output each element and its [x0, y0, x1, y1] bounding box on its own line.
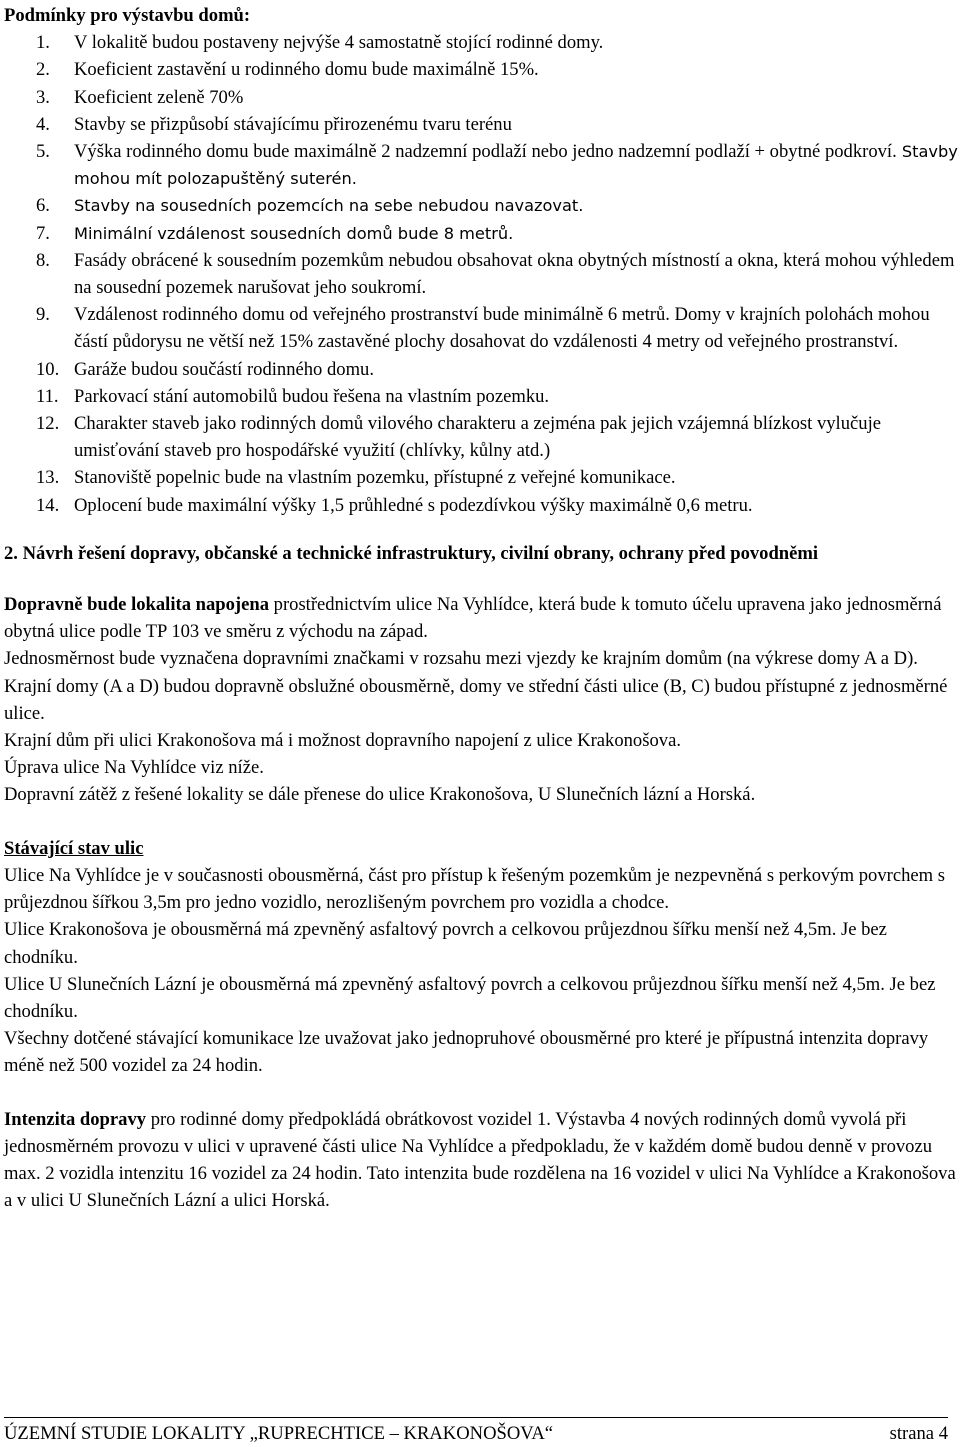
- list-item: [4, 247, 958, 301]
- list-text: Charakter staveb jako rodinných domů vilového charakteru a zejména pak jejich vzájemná blízkost vylučuje umisťování staveb pro hospodářské využití (chlívky, kůlny atd.): [74, 413, 881, 462]
- list-item: [4, 192, 958, 219]
- stav-heading: Stávající stav ulic: [4, 837, 144, 859]
- list-number: 2.: [36, 59, 50, 81]
- spacer: [4, 567, 958, 591]
- list-number: 3.: [36, 86, 50, 108]
- intenzita-paragraph: [4, 1106, 958, 1215]
- list-number: 7.: [36, 222, 50, 244]
- list-number: 10.: [36, 358, 60, 380]
- list-text-suffix: Stavby mohou mít polozapuštěný suterén.: [74, 142, 958, 189]
- list-number: 5.: [36, 141, 50, 163]
- list-item: [4, 56, 958, 83]
- list-item: [4, 301, 958, 355]
- stav-p1: Ulice Na Vyhlídce je v současnosti obousměrná, část pro přístup k řešeným pozemkům je nezpevněná s perkovým povrchem s průjezdnou šířkou 3,5m pro jedno vozidlo, nerozlišeným povrchem pro vozidla a chodce.: [4, 864, 945, 914]
- page-footer: [4, 1417, 948, 1447]
- list-item: [4, 84, 958, 111]
- document-page: [4, 2, 958, 1214]
- list-text: Výška rodinného domu bude maximálně 2 nadzemní podlaží nebo jedno nadzemní podlaží + obytné podkroví.: [74, 141, 897, 163]
- list-text: Garáže budou součástí rodinného domu.: [74, 358, 375, 380]
- list-item: [4, 464, 958, 491]
- list-text: Stanoviště popelnic bude na vlastním pozemku, přístupné z veřejné komunikace.: [74, 467, 676, 489]
- doprava-lead-text: prostřednictvím ulice Na Vyhlídce, která bude k tomuto účelu upravena jako jednosměrná obytná ulice podle TP 103 ve směru z východu na západ.: [4, 594, 942, 643]
- intenzita-text: pro rodinné domy předpokládá obrátkovost vozidel 1. Výstavba 4 nových rodinných domů vyvolá při jednosměrném provozu v ulici v upravené části ulice Na Vyhlídce a předpokladu, že v každém domě budou denně v provozu max. 2 vozidla intenzitu 16 vozidel za 24 hodin. Tato intenzita bude rozdělena na 16 vozidel v ulici Na Vyhlídce a Krakonošova a v ulici U Slunečních Lázní a ulici Horská.: [4, 1108, 956, 1212]
- list-item: [4, 383, 958, 410]
- list-item: [4, 220, 958, 247]
- list-number: 4.: [36, 113, 50, 135]
- spacer: [4, 809, 958, 835]
- list-item: [4, 492, 958, 519]
- list-text: Minimální vzdálenost sousedních domů bude 8 metrů.: [74, 223, 514, 243]
- doprava-p4: Úprava ulice Na Vyhlídce viz níže.: [4, 757, 264, 779]
- list-item: [4, 410, 958, 464]
- list-item: [4, 111, 958, 138]
- doprava-p2: Jednosměrnost bude vyznačena dopravními značkami v rozsahu mezi vjezdy ke krajním domům (na výkrese domy A a D). Krajní domy (A a D) budou dopravně obslužné obousměrně, domy ve střední části ulice (B, C) budou přístupné z jednosměrné ulice.: [4, 648, 948, 724]
- doprava-paragraph: [4, 591, 958, 645]
- list-number: 13.: [36, 467, 60, 489]
- list-item: [4, 356, 958, 383]
- conditions-title: Podmínky pro výstavbu domů:: [4, 5, 251, 26]
- doprava-lead: Dopravně bude lokalita napojena: [4, 594, 270, 616]
- list-item: [4, 29, 958, 56]
- list-text: Stavby na sousedních pozemcích na sebe nebudou navazovat.: [74, 196, 584, 216]
- stav-p3: Ulice U Slunečních Lázní je obousměrná má zpevněný asfaltový povrch a celkovou průjezdnou šířku menší než 4,5m. Je bez chodníku.: [4, 973, 936, 1022]
- list-number: 12.: [36, 413, 60, 435]
- section-2-number: 2.: [4, 542, 18, 564]
- list-text: V lokalitě budou postaveny nejvýše 4 samostatně stojící rodinné domy.: [74, 32, 604, 54]
- list-number: 14.: [36, 494, 60, 516]
- list-number: 6.: [36, 195, 50, 217]
- section-2-heading: Návrh řešení dopravy, občanské a technické infrastruktury, civilní obrany, ochrany před povodněmi: [17, 542, 819, 564]
- spacer: [4, 519, 958, 540]
- list-text: Fasády obrácené k sousedním pozemkům nebudou obsahovat okna obytných místností a okna, která mohou výhledem na sousední pozemek narušovat jeho soukromí.: [74, 249, 955, 299]
- list-number: 8.: [36, 249, 50, 271]
- conditions-list: [4, 29, 958, 519]
- list-number: 1.: [36, 32, 50, 54]
- list-text: Oplocení bude maximální výšky 1,5 průhledné s podezdívkou výšky maximálně 0,6 metru.: [74, 494, 753, 516]
- list-text: Koeficient zeleně 70%: [74, 86, 244, 108]
- footer-title: ÚZEMNÍ STUDIE LOKALITY „RUPRECHTICE – KRAKONOŠOVA“: [4, 1423, 553, 1444]
- doprava-p3: Krajní dům při ulici Krakonošova má i možnost dopravního napojení z ulice Krakonošova.: [4, 730, 681, 752]
- list-text: Stavby se přizpůsobí stávajícímu přirozenému tvaru terénu: [74, 113, 512, 135]
- list-item: [4, 138, 958, 192]
- list-number: 11.: [36, 385, 59, 407]
- list-text: Vzdálenost rodinného domu od veřejného prostranství bude minimálně 6 metrů. Domy v krajních polohách mohou částí půdorysu ne větší než 15% zastavěné plochy dosahovat do vzdálenosti 4 metry od veřejného prostranství.: [74, 304, 930, 353]
- list-text: Parkovací stání automobilů budou řešena na vlastním pozemku.: [74, 385, 550, 407]
- intenzita-lead: Intenzita dopravy: [4, 1108, 147, 1130]
- stav-p4: Všechny dotčené stávající komunikace lze uvažovat jako jednopruhové obousměrné pro které je přípustná intenzita dopravy méně než 500 vozidel za 24 hodin.: [4, 1028, 929, 1077]
- page-number: strana 4: [889, 1423, 948, 1444]
- list-number: 9.: [36, 304, 50, 326]
- spacer: [4, 1080, 958, 1106]
- list-text: Koeficient zastavění u rodinného domu bude maximálně 15%.: [74, 59, 539, 81]
- section-2-title: [4, 540, 958, 567]
- stav-p2: Ulice Krakonošova je obousměrná má zpevněný asfaltový povrch a celkovou průjezdnou šířku menší než 4,5m. Je bez chodníku.: [4, 919, 887, 968]
- doprava-p5: Dopravní zátěž z řešené lokality se dále přenese do ulice Krakonošova, U Slunečních lázní a Horská.: [4, 784, 756, 806]
